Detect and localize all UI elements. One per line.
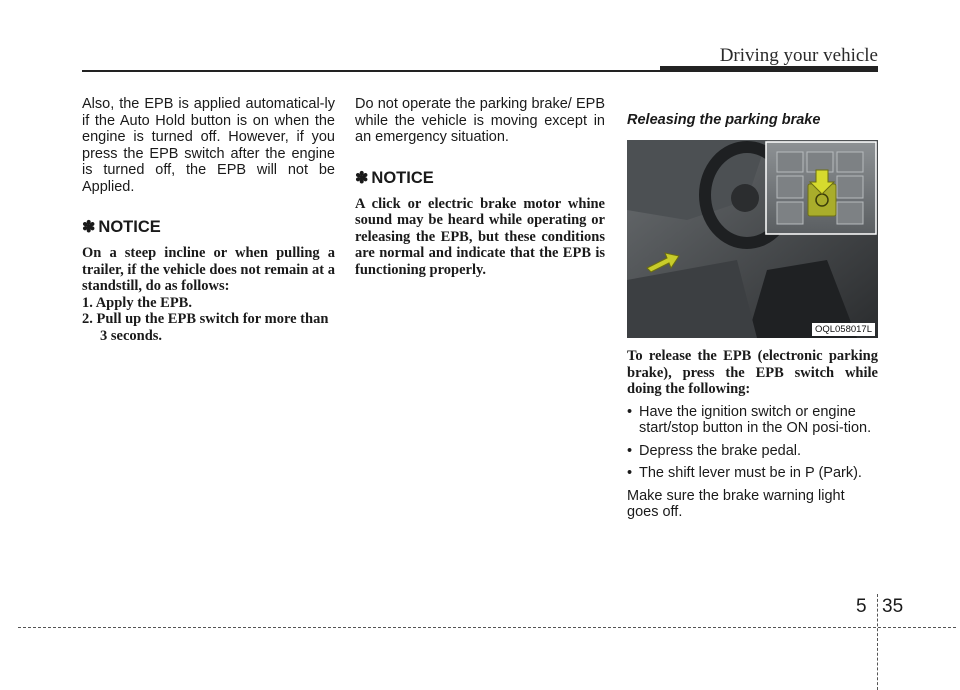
footer-rule — [18, 627, 956, 628]
col2-notice-text: A click or electric brake motor whine sound may be heard while operating or releasing the EPB, but these conditions are normal and indicate that the EPB is functioning properly. — [355, 195, 605, 278]
bullet-item — [627, 404, 878, 437]
closing-text: Make sure the brake warning light goes off. — [627, 487, 845, 520]
header-rule-thick — [660, 66, 878, 72]
bullet-dot: • — [627, 403, 633, 420]
col2-intro: Do not operate the parking brake/ EPB while the vehicle is moving except in an emergency situation. — [355, 96, 605, 145]
col1-intro: Also, the EPB is applied automatical-ly if the Auto Hold button is on when the engine is turned off. However, if you press the EPB switch after the engine is turned off, the EPB will not be Applied. — [82, 96, 335, 195]
epb-figure — [627, 140, 878, 338]
column-2 — [355, 96, 605, 278]
chapter-number: 5 — [856, 596, 867, 617]
col1-step-1: 1. Apply the EPB. — [82, 294, 192, 311]
release-instruction: To release the EPB (electronic parking brake), press the EPB switch while doing the following: — [627, 348, 878, 397]
column-3 — [627, 98, 878, 521]
col2-notice-heading-text: NOTICE — [371, 168, 434, 187]
bullet-dot: • — [627, 465, 633, 481]
section-heading: Releasing the parking brake — [627, 112, 821, 128]
column-1 — [82, 96, 335, 344]
steering-hub — [731, 184, 759, 212]
col1-notice-heading — [82, 217, 335, 237]
figure-label: OQL058017L — [812, 323, 875, 336]
header-rule-thin — [82, 70, 660, 72]
bullet-text: Depress the brake pedal. — [639, 442, 802, 459]
bullet-item — [627, 443, 878, 460]
col1-notice-heading-text: NOTICE — [98, 218, 161, 236]
col1-notice-text: On a steep incline or when pulling a trailer, if the vehicle does not remain at a standstill, do as follows: — [82, 245, 335, 294]
star-icon: ✽ — [82, 219, 96, 236]
page-number: 35 — [882, 596, 904, 617]
bullet-dot: • — [627, 442, 633, 459]
bullet-text: Have the ignition switch or engine start/stop button in the ON posi-tion. — [639, 403, 872, 436]
bullet-text: The shift lever must be in P (Park). — [639, 465, 862, 481]
header-title: Driving your vehicle — [719, 45, 878, 66]
col2-notice-heading — [355, 168, 605, 188]
bullet-item — [627, 465, 878, 482]
epb-illustration — [627, 140, 878, 338]
star-icon: ✽ — [355, 169, 369, 187]
page-number-divider — [877, 594, 878, 690]
col1-step-2: 2. Pull up the EPB switch for more than 3 seconds. — [82, 311, 329, 344]
